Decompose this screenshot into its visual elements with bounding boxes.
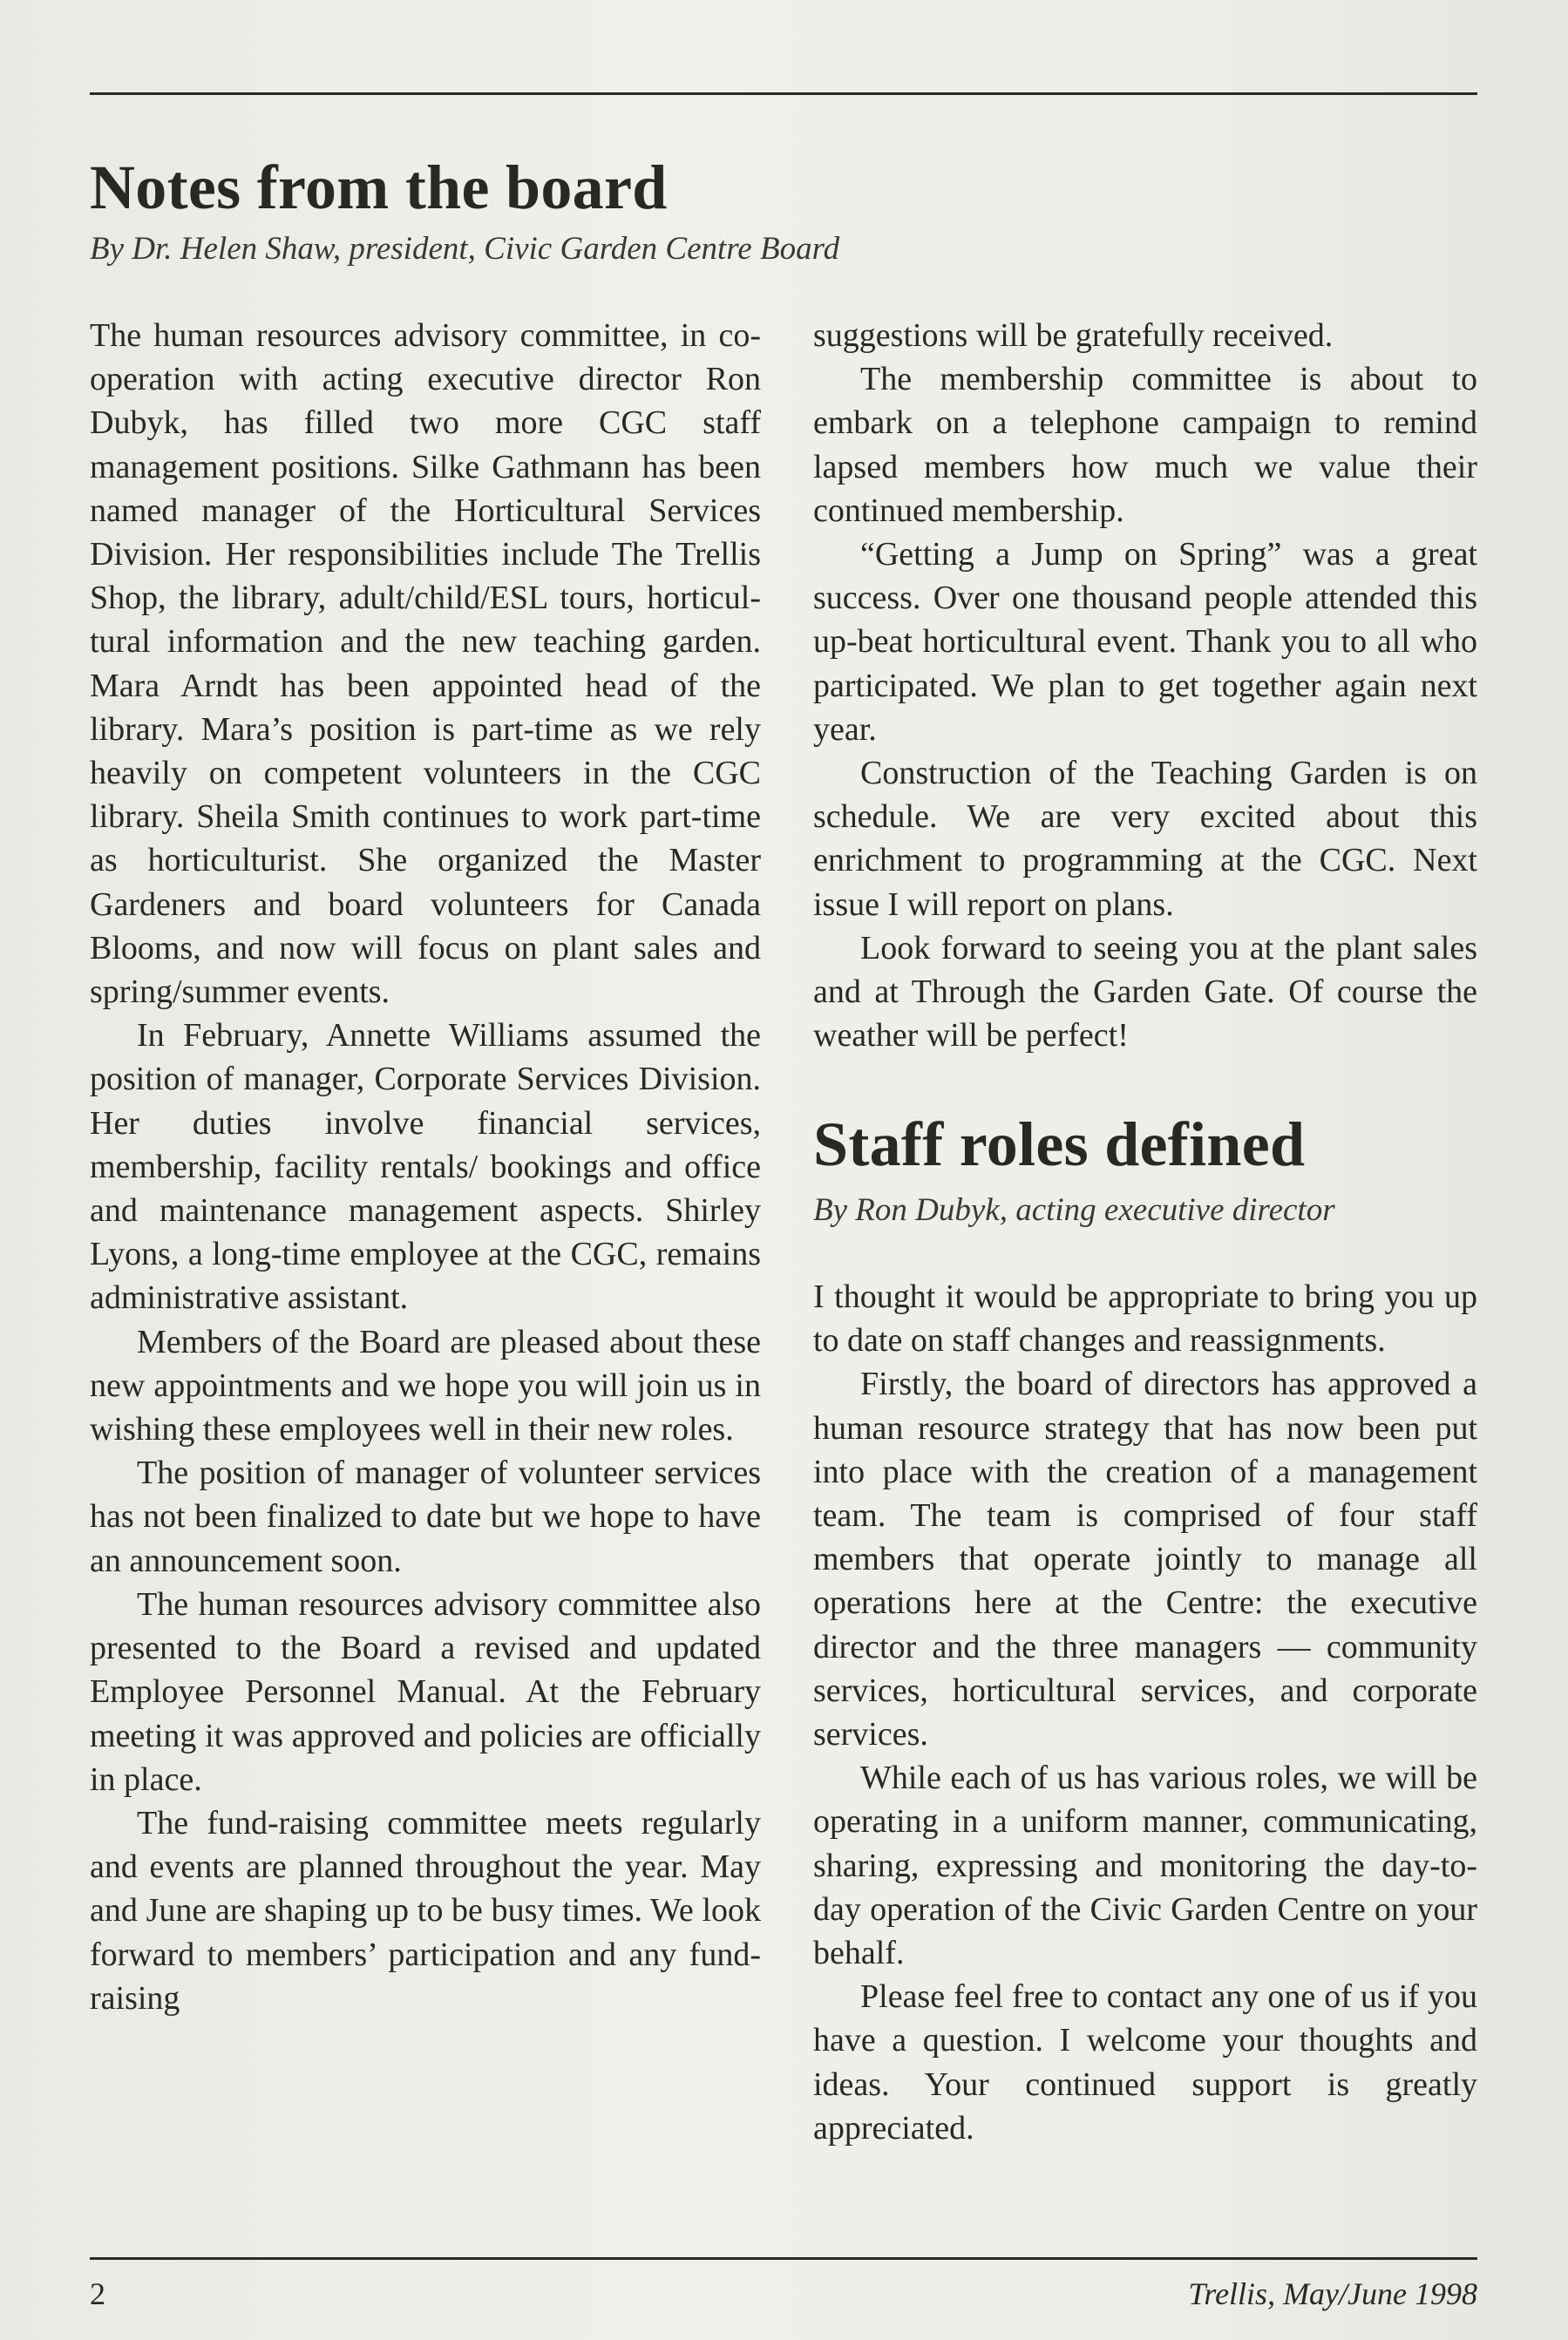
article1-paragraph-9: Construction of the Teaching Garden is on schedule. We are very excited about this enrichment to programming at the CGC. Next issue I will report on plans. <box>813 755 1477 923</box>
article1-paragraph-8: “Getting a Jump on Spring” was a great success. Over one thousand people attended this up-beat horticultural event. Thank you to all who participated. We plan to get together again next year. <box>813 536 1477 748</box>
article1-paragraph-4: The position of manager of volunteer services has not been finalized to date but we hope to have an announcement soon. <box>90 1455 761 1579</box>
article1-paragraph-3: Members of the Board are pleased about these new appointments and we hope you will join us in wishing these employees well in their new roles. <box>90 1323 761 1448</box>
article1-paragraph-10: Look forward to seeing you at the plant sales and at Through the Garden Gate. Of course the weather will be perfect! <box>813 929 1477 1055</box>
article1-paragraph-6: The fund-raising committee meets regularly and events are planned throughout the year. May and June are shaping up to be busy times. We look forward to members’ participation and any fund-raising <box>90 1804 761 2017</box>
bottom-rule <box>90 2257 1477 2260</box>
article-byline-staff: By Ron Dubyk, acting executive director <box>813 1192 1335 1228</box>
article1-paragraph-6-continued: suggestions will be gratefully received. <box>813 317 1334 354</box>
article2-paragraph-1: I thought it would be appropriate to bring you up to date on staff changes and reassignments. <box>813 1279 1477 1360</box>
publication-issue: Trellis, May/June 1998 <box>1188 2276 1477 2311</box>
article-title-staff-roles-defined: Staff roles defined <box>813 1109 1306 1179</box>
top-rule <box>90 92 1477 95</box>
article-title-notes-from-the-board: Notes from the board <box>90 153 668 222</box>
column-left <box>90 314 761 2020</box>
column-right-bottom <box>813 1275 1477 2150</box>
article1-paragraph-2: In February, Annette Williams assumed the position of manager, Corporate Services Division. Her duties involve financial services, membership, facility rentals/ bookings and office and maintenance management aspects. Shirley Lyons, a long-time employee at the CGC, remains administrative assistant. <box>90 1017 761 1317</box>
article2-paragraph-3: While each of us has various roles, we will be operating in a uniform manner, communicating, sharing, expressing and monitoring the day-to-day operation of the Civic Garden Centre on your behalf. <box>813 1760 1477 1972</box>
article-byline-board: By Dr. Helen Shaw, president, Civic Garden Centre Board <box>90 231 840 267</box>
article2-paragraph-4: Please feel free to contact any one of us if you have a question. I welcome your thoughts and ideas. Your continued support is greatly appreciated. <box>813 1978 1477 2147</box>
article1-paragraph-1: The human resources advisory committee, in co-operation with acting executive director Ron Dubyk, has filled two more CGC staff management positions. Silke Gathmann has been named manager of the Horticultural Services Division. Her responsibilities include The Trellis Shop, the library, adult/child/ESL tours, horticultural information and the new teaching garden. Mara Arndt has been appointed head of the library. Mara’s position is part-time as we rely heavily on competent volunteers in the CGC library. Sheila Smith continues to work part-time as horticulturist. She organized the Master Gardeners and board volunteers for Canada Blooms, and now will focus on plant sales and spring/summer events. <box>90 317 761 1011</box>
article1-paragraph-7: The membership committee is about to embark on a telephone campaign to remind lapsed members how much we value their continued membership. <box>813 361 1477 529</box>
article2-paragraph-2: Firstly, the board of directors has approved a human resource strategy that has now been put into place with the creation of a management team. The team is comprised of four staff members that operate jointly to manage all operations here at the Centre: the executive director and the three managers — community services, horticultural services, and corporate services. <box>813 1366 1477 1753</box>
column-right-top <box>813 314 1477 1057</box>
article1-paragraph-5: The human resources advisory committee also presented to the Board a revised and updated Employee Personnel Manual. At the February meeting it was approved and policies are officially in place. <box>90 1585 761 1798</box>
page-number: 2 <box>90 2276 105 2311</box>
